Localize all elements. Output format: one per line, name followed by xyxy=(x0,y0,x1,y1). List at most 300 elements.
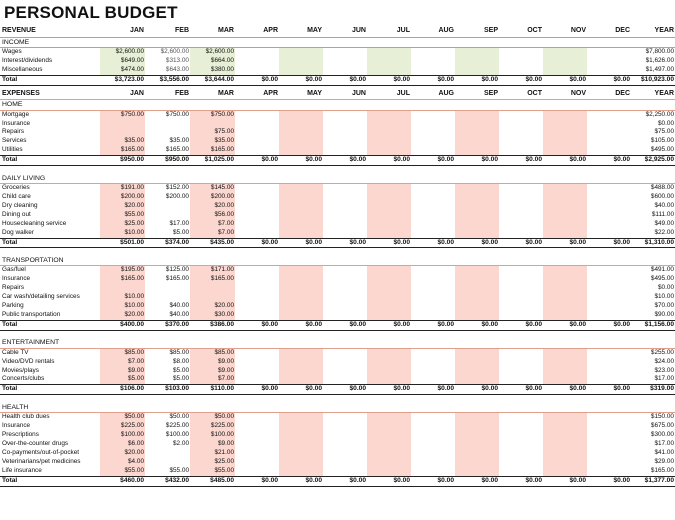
empty-cell xyxy=(145,338,190,348)
value-cell xyxy=(367,128,411,137)
total-cell: $501.00 xyxy=(100,238,145,248)
value-cell xyxy=(543,211,587,220)
table-row xyxy=(0,302,675,311)
value-cell: $225.00 xyxy=(100,422,145,431)
row-label: Prescriptions xyxy=(2,431,39,439)
value-cell xyxy=(543,202,587,211)
year-total-cell: $255.00 xyxy=(650,348,674,356)
value-cell xyxy=(279,440,323,449)
year-total-cell: $495.00 xyxy=(650,275,674,283)
month-header: SEP xyxy=(455,26,499,37)
value-cell xyxy=(323,184,367,193)
value-cell: $171.00 xyxy=(190,266,235,275)
month-header: JAN xyxy=(100,89,145,100)
total-cell: $0.00 xyxy=(367,75,411,85)
table-row xyxy=(0,375,675,384)
empty-cell xyxy=(235,403,279,413)
table-row xyxy=(0,110,675,119)
value-cell: $10.00 xyxy=(100,293,145,302)
total-cell: $0.00 xyxy=(543,320,587,330)
value-cell xyxy=(323,146,367,155)
value-cell xyxy=(279,422,323,431)
value-cell xyxy=(235,293,279,302)
value-cell xyxy=(100,284,145,293)
value-cell: $9.00 xyxy=(100,367,145,376)
empty-cell xyxy=(235,37,279,48)
value-cell: $100.00 xyxy=(165,431,189,439)
table-row xyxy=(0,184,675,193)
value-cell xyxy=(323,458,367,467)
value-cell xyxy=(279,193,323,202)
total-cell: $103.00 xyxy=(145,385,190,395)
year-total-cell: $1,497.00 xyxy=(645,65,674,73)
value-cell: $10.00 xyxy=(100,302,145,311)
value-cell xyxy=(323,211,367,220)
empty-cell xyxy=(100,256,145,266)
empty-cell xyxy=(235,256,279,266)
empty-cell xyxy=(455,174,499,184)
value-cell xyxy=(499,275,543,284)
value-cell: $649.00 xyxy=(100,57,145,66)
section-total-row xyxy=(0,385,675,395)
month-header: JUN xyxy=(323,89,367,100)
column-header: REVENUE xyxy=(0,26,100,37)
value-cell xyxy=(543,422,587,431)
empty-cell xyxy=(631,100,675,111)
value-cell xyxy=(411,302,455,311)
value-cell xyxy=(499,311,543,320)
value-cell xyxy=(455,431,499,440)
empty-cell xyxy=(323,256,367,266)
empty-cell xyxy=(631,37,675,48)
value-cell: $10.00 xyxy=(100,229,145,238)
value-cell xyxy=(543,229,587,238)
value-cell xyxy=(543,120,587,129)
value-cell xyxy=(587,120,631,129)
value-cell xyxy=(499,57,543,66)
value-cell xyxy=(323,413,367,422)
total-cell: $0.00 xyxy=(235,385,279,395)
year-header: YEAR xyxy=(631,26,675,37)
table-row xyxy=(0,137,675,146)
value-cell: $20.00 xyxy=(190,202,235,211)
month-header: SEP xyxy=(455,89,499,100)
value-cell: $35.00 xyxy=(100,137,145,146)
total-cell: $0.00 xyxy=(279,156,323,166)
section-total-row xyxy=(0,320,675,330)
value-cell: $2,600.00 xyxy=(160,48,189,55)
value-cell xyxy=(323,229,367,238)
value-cell xyxy=(543,275,587,284)
table-row xyxy=(0,467,675,476)
table-row xyxy=(0,229,675,238)
total-cell: $0.00 xyxy=(323,385,367,395)
empty-cell xyxy=(631,403,675,413)
value-cell xyxy=(455,110,499,119)
table-row xyxy=(0,275,675,284)
total-label: Total xyxy=(0,320,100,330)
section-header xyxy=(0,100,675,111)
value-cell xyxy=(499,120,543,129)
value-cell xyxy=(235,211,279,220)
value-cell xyxy=(323,57,367,66)
value-cell: $5.00 xyxy=(100,375,145,384)
total-cell: $0.00 xyxy=(367,476,411,486)
value-cell xyxy=(455,311,499,320)
value-cell xyxy=(323,48,367,57)
value-cell xyxy=(411,284,455,293)
value-cell xyxy=(235,137,279,146)
value-cell xyxy=(455,467,499,476)
value-cell: $313.00 xyxy=(165,56,189,64)
empty-cell xyxy=(499,37,543,48)
total-cell: $0.00 xyxy=(455,75,499,85)
value-cell xyxy=(587,348,631,357)
value-cell xyxy=(499,449,543,458)
value-cell xyxy=(455,193,499,202)
value-cell: $85.00 xyxy=(169,348,189,356)
table-row xyxy=(0,57,675,66)
row-label: Over-the-counter drugs xyxy=(2,440,69,447)
total-cell: $0.00 xyxy=(367,320,411,330)
value-cell xyxy=(587,220,631,229)
value-cell xyxy=(411,57,455,66)
total-cell: $0.00 xyxy=(587,320,631,330)
value-cell xyxy=(587,458,631,467)
value-cell xyxy=(411,146,455,155)
total-cell: $0.00 xyxy=(367,156,411,166)
value-cell xyxy=(587,467,631,476)
total-cell: $0.00 xyxy=(587,156,631,166)
empty-cell xyxy=(145,403,190,413)
value-cell xyxy=(411,275,455,284)
value-cell xyxy=(543,266,587,275)
value-cell xyxy=(235,358,279,367)
value-cell xyxy=(323,440,367,449)
value-cell xyxy=(190,120,235,129)
value-cell: $30.00 xyxy=(190,311,235,320)
empty-cell xyxy=(499,256,543,266)
empty-cell xyxy=(279,256,323,266)
total-label: Total xyxy=(0,156,100,166)
value-cell xyxy=(543,66,587,75)
total-cell: $374.00 xyxy=(145,238,190,248)
value-cell xyxy=(279,66,323,75)
empty-cell xyxy=(367,37,411,48)
year-total-cell: $41.00 xyxy=(654,448,674,456)
value-cell xyxy=(367,375,411,384)
total-cell: $0.00 xyxy=(499,75,543,85)
empty-cell xyxy=(100,338,145,348)
year-total-cell: $49.00 xyxy=(654,219,674,227)
value-cell xyxy=(455,458,499,467)
value-cell xyxy=(279,57,323,66)
value-cell xyxy=(455,120,499,129)
total-cell: $0.00 xyxy=(587,75,631,85)
value-cell xyxy=(587,128,631,137)
value-cell xyxy=(323,375,367,384)
row-label: Housecleaning service xyxy=(2,219,67,227)
year-total-cell: $22.00 xyxy=(654,228,674,236)
value-cell xyxy=(279,220,323,229)
value-cell xyxy=(499,431,543,440)
empty-cell xyxy=(367,174,411,184)
empty-cell xyxy=(145,37,190,48)
value-cell xyxy=(455,266,499,275)
spacer-row xyxy=(0,330,675,338)
empty-cell xyxy=(499,338,543,348)
value-cell xyxy=(411,137,455,146)
total-cell: $0.00 xyxy=(279,75,323,85)
value-cell xyxy=(499,202,543,211)
value-cell xyxy=(279,458,323,467)
value-cell: $5.00 xyxy=(173,366,189,374)
value-cell: $85.00 xyxy=(190,348,235,357)
empty-cell xyxy=(279,338,323,348)
empty-cell xyxy=(367,338,411,348)
year-total-cell: $17.00 xyxy=(654,440,674,447)
section-header xyxy=(0,403,675,413)
empty-cell xyxy=(100,100,145,111)
section-title: INCOME xyxy=(0,37,100,48)
page-title: PERSONAL BUDGET xyxy=(4,3,178,22)
empty-cell xyxy=(499,100,543,111)
value-cell xyxy=(587,211,631,220)
total-cell: $0.00 xyxy=(323,75,367,85)
value-cell xyxy=(499,467,543,476)
value-cell: $380.00 xyxy=(190,66,235,75)
empty-cell xyxy=(499,174,543,184)
value-cell xyxy=(543,449,587,458)
row-label: Services xyxy=(2,137,27,145)
table-row xyxy=(0,211,675,220)
value-cell xyxy=(411,431,455,440)
section-total-row xyxy=(0,75,675,85)
year-total-cell: $17.00 xyxy=(654,375,674,383)
value-cell xyxy=(499,284,543,293)
value-cell xyxy=(543,193,587,202)
value-cell xyxy=(323,358,367,367)
value-cell: $56.00 xyxy=(190,211,235,220)
empty-cell xyxy=(587,338,631,348)
value-cell xyxy=(455,348,499,357)
total-cell: $950.00 xyxy=(100,156,145,166)
value-cell xyxy=(279,375,323,384)
value-cell xyxy=(455,211,499,220)
empty-cell xyxy=(455,37,499,48)
empty-cell xyxy=(190,37,235,48)
value-cell xyxy=(499,211,543,220)
total-cell: $460.00 xyxy=(100,476,145,486)
value-cell: $195.00 xyxy=(100,266,145,275)
value-cell: $165.00 xyxy=(165,146,189,154)
value-cell xyxy=(543,367,587,376)
value-cell xyxy=(411,358,455,367)
section-total-row xyxy=(0,476,675,486)
value-cell: $6.00 xyxy=(100,440,145,449)
value-cell xyxy=(587,311,631,320)
year-total-cell: $0.00 xyxy=(658,284,674,292)
value-cell xyxy=(323,275,367,284)
value-cell xyxy=(323,348,367,357)
month-header: MAY xyxy=(279,89,323,100)
value-cell xyxy=(543,220,587,229)
value-cell xyxy=(587,184,631,193)
value-cell xyxy=(367,284,411,293)
value-cell xyxy=(323,284,367,293)
value-cell xyxy=(411,128,455,137)
table-row xyxy=(0,413,675,422)
empty-cell xyxy=(631,256,675,266)
value-cell xyxy=(411,449,455,458)
value-cell xyxy=(235,128,279,137)
year-grand-total: $319.00 xyxy=(631,385,675,395)
value-cell xyxy=(279,211,323,220)
value-cell: $225.00 xyxy=(190,422,235,431)
value-cell xyxy=(145,128,190,137)
value-cell: $2.00 xyxy=(173,440,189,447)
value-cell xyxy=(543,110,587,119)
empty-cell xyxy=(367,256,411,266)
total-cell: $0.00 xyxy=(499,476,543,486)
total-cell: $0.00 xyxy=(455,156,499,166)
value-cell xyxy=(499,293,543,302)
value-cell xyxy=(367,202,411,211)
value-cell xyxy=(499,422,543,431)
total-cell: $3,723.00 xyxy=(100,75,145,85)
empty-cell xyxy=(100,37,145,48)
section-header xyxy=(0,37,675,48)
table-row xyxy=(0,146,675,155)
empty-cell xyxy=(367,403,411,413)
value-cell xyxy=(455,220,499,229)
value-cell xyxy=(455,449,499,458)
table-row xyxy=(0,422,675,431)
empty-cell xyxy=(145,100,190,111)
value-cell xyxy=(587,293,631,302)
value-cell xyxy=(323,431,367,440)
value-cell xyxy=(499,375,543,384)
empty-cell xyxy=(323,174,367,184)
value-cell xyxy=(235,146,279,155)
value-cell xyxy=(235,57,279,66)
month-header: APR xyxy=(235,26,279,37)
value-cell xyxy=(411,467,455,476)
total-cell: $0.00 xyxy=(543,75,587,85)
month-header: MAR xyxy=(190,89,235,100)
value-cell: $25.00 xyxy=(100,220,145,229)
year-grand-total: $10,923.00 xyxy=(631,75,675,85)
value-cell xyxy=(279,293,323,302)
empty-cell xyxy=(100,403,145,413)
value-cell xyxy=(367,422,411,431)
revenue-header-row xyxy=(0,26,675,37)
month-header: AUG xyxy=(411,89,455,100)
value-cell xyxy=(587,440,631,449)
value-cell xyxy=(499,367,543,376)
value-cell: $191.00 xyxy=(100,184,145,193)
value-cell xyxy=(499,146,543,155)
empty-cell xyxy=(411,174,455,184)
value-cell xyxy=(235,284,279,293)
year-total-cell: $150.00 xyxy=(650,413,674,421)
row-label: Interest/dividends xyxy=(2,56,53,64)
total-cell: $0.00 xyxy=(499,156,543,166)
total-label: Total xyxy=(0,75,100,85)
total-cell: $0.00 xyxy=(411,75,455,85)
total-cell: $0.00 xyxy=(235,320,279,330)
row-label: Groceries xyxy=(2,184,30,192)
value-cell xyxy=(499,348,543,357)
value-cell: $165.00 xyxy=(100,146,145,155)
row-label: Repairs xyxy=(2,128,25,136)
value-cell: $7.00 xyxy=(190,229,235,238)
total-cell: $400.00 xyxy=(100,320,145,330)
value-cell xyxy=(499,193,543,202)
value-cell xyxy=(279,358,323,367)
section-header xyxy=(0,338,675,348)
empty-cell xyxy=(455,100,499,111)
row-label: Dog walker xyxy=(2,228,34,236)
value-cell xyxy=(411,422,455,431)
value-cell xyxy=(411,193,455,202)
value-cell xyxy=(279,266,323,275)
table-row xyxy=(0,66,675,75)
value-cell: $7.00 xyxy=(190,220,235,229)
value-cell xyxy=(411,458,455,467)
value-cell xyxy=(235,120,279,129)
empty-cell xyxy=(411,403,455,413)
value-cell xyxy=(411,375,455,384)
total-cell: $0.00 xyxy=(235,156,279,166)
value-cell xyxy=(190,293,235,302)
value-cell xyxy=(367,266,411,275)
value-cell xyxy=(367,302,411,311)
value-cell xyxy=(543,302,587,311)
value-cell xyxy=(411,211,455,220)
value-cell xyxy=(145,120,190,129)
value-cell xyxy=(587,266,631,275)
empty-cell xyxy=(323,100,367,111)
value-cell xyxy=(235,266,279,275)
year-total-cell: $23.00 xyxy=(654,366,674,374)
value-cell xyxy=(367,220,411,229)
value-cell xyxy=(279,120,323,129)
month-header: NOV xyxy=(543,89,587,100)
total-cell: $0.00 xyxy=(411,238,455,248)
value-cell xyxy=(587,422,631,431)
total-cell: $3,644.00 xyxy=(190,75,235,85)
total-cell: $0.00 xyxy=(367,238,411,248)
value-cell xyxy=(587,110,631,119)
value-cell xyxy=(543,375,587,384)
value-cell xyxy=(411,66,455,75)
table-row xyxy=(0,348,675,357)
table-row xyxy=(0,266,675,275)
empty-cell xyxy=(145,174,190,184)
year-total-cell: $29.00 xyxy=(654,457,674,465)
value-cell xyxy=(587,367,631,376)
section-title: TRANSPORTATION xyxy=(0,256,100,266)
table-row xyxy=(0,440,675,449)
year-grand-total: $1,377.00 xyxy=(631,476,675,486)
value-cell xyxy=(279,110,323,119)
value-cell: $40.00 xyxy=(169,302,189,310)
month-header: FEB xyxy=(145,26,190,37)
value-cell xyxy=(411,311,455,320)
total-cell: $0.00 xyxy=(455,238,499,248)
value-cell xyxy=(367,229,411,238)
